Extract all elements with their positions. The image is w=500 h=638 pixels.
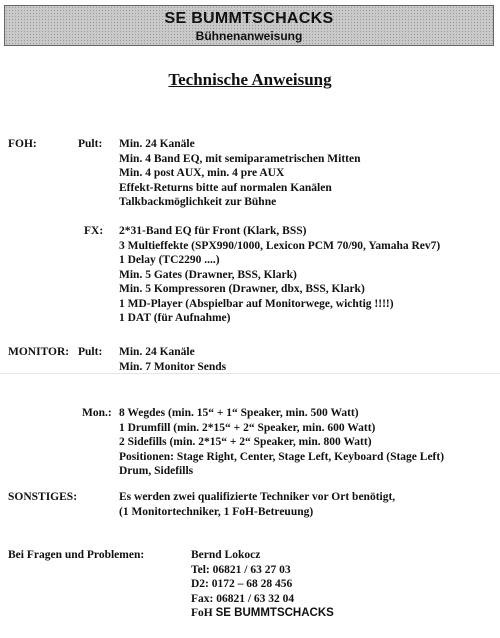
foh-pult-line: Effekt-Returns bitte auf normalen Kanälen: [119, 181, 332, 194]
monitor-mon-line: 8 Wegdes (min. 15“ + 1“ Speaker, min. 500 Watt): [119, 407, 359, 419]
sonstiges-list: [119, 490, 395, 519]
contact-block: [191, 548, 334, 621]
header-subtitle: Bühnenanweisung: [195, 29, 303, 43]
contact-phone: Tel: 06821 / 63 27 03: [191, 563, 291, 576]
contact-mobile: D2: 0172 – 68 28 456: [191, 578, 293, 590]
monitor-mon-line: Positionen: Stage Right, Center, Stage Left, Keyboard (Stage Left): [119, 450, 445, 463]
contact-label: Bei Fragen und Problemen:: [8, 549, 145, 561]
monitor-label: MONITOR:: [8, 346, 70, 358]
monitor-pult-line: Min. 7 Monitor Sends: [119, 360, 227, 373]
header-banner: [4, 5, 494, 46]
monitor-pult-line: Min. 24 Kanäle: [119, 346, 195, 358]
footer-brand: SE BUMMTSCHACKS: [215, 607, 334, 619]
foh-pult-line: Min. 4 post AUX, min. 4 pre AUX: [119, 167, 285, 179]
band-name: SE BUMMTSCHACKS: [164, 10, 334, 27]
monitor-pult-label: Pult:: [78, 346, 103, 358]
foh-pult-line: Min. 24 Kanäle: [119, 138, 195, 150]
foh-pult-label: Pult:: [78, 138, 103, 150]
footer-prefix: FoH: [191, 607, 216, 619]
monitor-mon-line: 2 Sidefills (min. 2*15“ + 2“ Speaker, min. 800 Watt): [119, 436, 372, 448]
foh-fx-line: 3 Multieffekte (SPX990/1000, Lexicon PCM 70/90, Yamaha Rev7): [119, 239, 441, 252]
foh-fx-line: Min. 5 Gates (Drawner, BSS, Klark): [119, 268, 297, 281]
contact-fax: Fax: 06821 / 63 32 04: [191, 592, 295, 605]
foh-fx-line: 1 DAT (für Aufnahme): [119, 312, 231, 324]
sonstiges-line: Es werden zwei qualifizierte Techniker vor Ort benötigt,: [119, 491, 396, 503]
contact-footer: [191, 606, 334, 621]
foh-fx-line: 1 MD-Player (Abspielbar auf Monitorwege, wichtig !!!!): [119, 297, 394, 310]
foh-pult-line: Talkbackmöglichkeit zur Bühne: [119, 196, 277, 208]
monitor-pult-list: [119, 345, 226, 374]
monitor-mon-label: Mon.:: [82, 407, 112, 419]
monitor-mon-line: 1 Drumfill (min. 2*15“ + 2“ Speaker, min. 600 Watt): [119, 421, 376, 434]
foh-fx-line: Min. 5 Kompressoren (Drawner, dbx, BSS, Klark): [119, 283, 365, 295]
foh-fx-list: [119, 224, 440, 326]
scan-artifact-line: [0, 373, 500, 374]
monitor-mon-line: Drum, Sidefills: [119, 465, 194, 477]
document-title: Technische Anweisung: [168, 70, 332, 89]
sonstiges-label: SONSTIGES:: [8, 491, 78, 503]
foh-fx-line: 1 Delay (TC2290 ....): [119, 254, 220, 266]
sonstiges-line: (1 Monitortechniker, 1 FoH-Betreuung): [119, 505, 314, 518]
foh-pult-list: [119, 137, 360, 210]
foh-label: FOH:: [8, 138, 37, 150]
monitor-mon-list: [119, 406, 444, 479]
contact-name: Bernd Lokocz: [191, 549, 261, 561]
foh-pult-line: Min. 4 Band EQ, mit semiparametrischen Mitten: [119, 152, 361, 165]
foh-fx-label: FX:: [84, 225, 104, 237]
foh-fx-line: 2*31-Band EQ für Front (Klark, BSS): [119, 225, 307, 237]
